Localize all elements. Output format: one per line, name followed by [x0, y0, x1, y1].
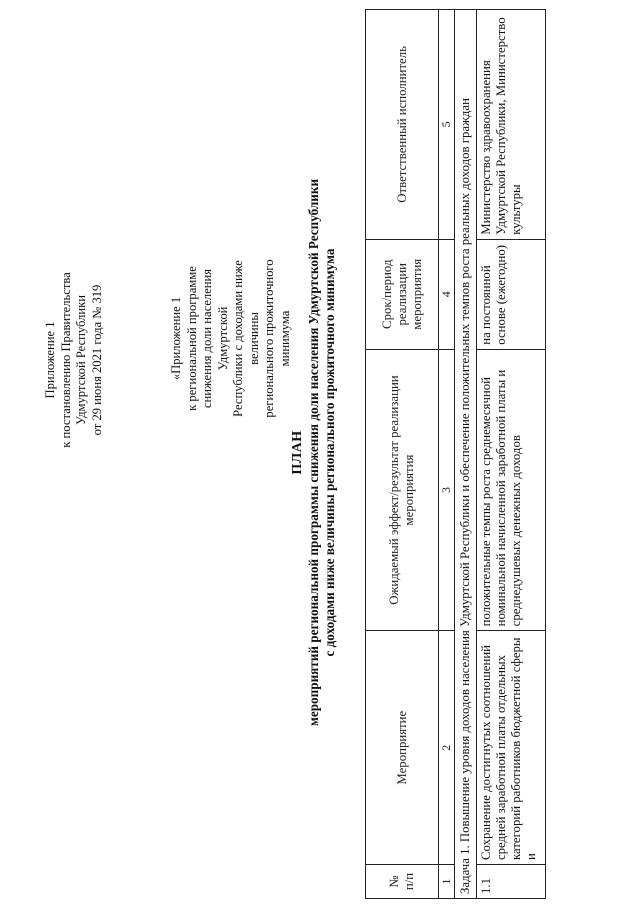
column-number: 4 [439, 239, 455, 349]
plan-table [365, 9, 546, 899]
column-number-row [439, 10, 455, 899]
appendix-line: регионального прожиточного минимума [262, 259, 292, 418]
appendix-line: Удмуртской Республики [74, 294, 88, 426]
row-executor [477, 10, 546, 240]
appendix-line: от 29 июня 2021 года № 319 [89, 284, 104, 436]
header-effect: Ожидаемый эффект/результат реализации мероприятия [366, 349, 439, 631]
header-num: № п/п [366, 865, 439, 899]
table-header-row [366, 10, 439, 899]
appendix-line: к постановлению Правительства [58, 272, 73, 448]
cell-text: на постоянной основе (ежегодно) [479, 244, 508, 345]
row-period [477, 239, 546, 349]
appendix-line: «Приложение 1 [169, 296, 183, 381]
cell-text: Министерство здравоохранения Удмуртской Республики, Министерство культуры [479, 17, 523, 235]
appendix-line: Республики с доходами ниже величины [231, 260, 261, 417]
appendix-header [43, 260, 105, 460]
task-title: Задача 1. Повышение уровня доходов населения Удмуртской Республики и обеспечение положительных темпов роста реальных доходов граждан [455, 10, 477, 899]
plan-subtitle: с доходами ниже величины регионального прожиточного минимума [322, 248, 337, 657]
cell-text: 1.1 [479, 878, 493, 894]
column-number: 2 [439, 631, 455, 865]
plan-title: ПЛАН [290, 430, 305, 475]
appendix-line: снижения доли населения Удмуртской [200, 268, 230, 409]
header-executor: Ответственный исполнитель [366, 10, 439, 240]
header-event: Мероприятие [366, 631, 439, 865]
task-row [455, 10, 477, 899]
row-event [477, 631, 546, 865]
row-num [477, 865, 546, 899]
appendix-line: к региональной программе [184, 266, 199, 411]
column-number: 3 [439, 349, 455, 631]
column-number: 1 [439, 865, 455, 899]
program-appendix-note [169, 236, 293, 441]
appendix-line: Приложение 1 [43, 321, 57, 399]
plan-subtitle: мероприятий региональной программы снижения доли населения Удмуртской Республики [306, 178, 321, 727]
header-period: Срок/период реализации мероприятия [366, 239, 439, 349]
row-effect [477, 349, 546, 631]
cell-text: Сохранение достигнутых соотношений средней заработной платы отдельных категорий работников бюджетной сферы и [479, 637, 538, 861]
table-row [477, 10, 546, 899]
column-number: 5 [439, 10, 455, 240]
cell-text: положительные темпы роста среднемесячной номинальной начисленной заработной платы и среднедушевых денежных доходов [479, 369, 523, 627]
